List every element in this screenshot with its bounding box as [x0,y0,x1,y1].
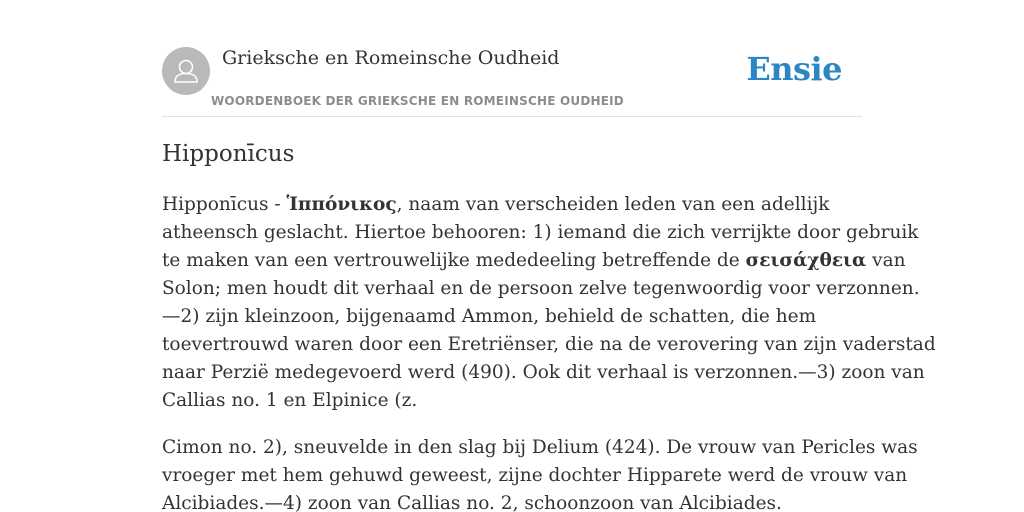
user-icon [162,47,210,95]
site-title[interactable]: Grieksche en Romeinsche Oudheid [222,47,560,69]
page-title: Hipponīcus [162,141,295,167]
brand-logo[interactable]: Ensie [746,50,842,88]
article [162,138,936,512]
greek-term: σεισάχθεια [745,250,867,271]
text-run: Hipponīcus - [162,194,287,215]
text-line: toevertrouwd waren door een Eretriënser, die na de verovering van zijn vaderstad [162,334,936,355]
text-run: van [866,250,906,271]
avatar[interactable] [162,47,210,95]
article-paragraph [162,191,936,415]
text-line: Callias no. 1 en Elpinice (z. [162,390,418,411]
greek-term: Ἱππόνικος [286,194,397,215]
text-line [162,194,829,215]
text-line: Alcibiades.—4) zoon van Callias no. 2, schoonzoon van Alcibiades. [162,493,782,512]
text-line: —2) zijn kleinzoon, bijgenaamd Ammon, behield de schatten, die hem [162,306,817,327]
text-line: naar Perzië medegevoerd werd (490). Ook dit verhaal is verzonnen.—3) zoon van [162,362,925,383]
site-subtitle: WOORDENBOEK DER GRIEKSCHE EN ROMEINSCHE OUDHEID [211,94,624,108]
text-line [162,250,906,271]
text-line: vroeger met hem gehuwd geweest, zijne dochter Hipparete werd de vrouw van [162,465,908,486]
text-line: Solon; men houdt dit verhaal en de persoon zelve tegenwoordig voor verzonnen. [162,278,920,299]
text-line: Cimon no. 2), sneuvelde in den slag bij Delium (424). De vrouw van Pericles was [162,437,918,458]
text-run: te maken van een vertrouwelijke mededeeling betreffende de [162,250,746,271]
text-line: atheensch geslacht. Hiertoe behooren: 1) iemand die zich verrijkte door gebruik [162,222,919,243]
text-run: , naam van verscheiden leden van een adellijk [396,194,830,215]
article-paragraph [162,434,918,512]
site-header [162,46,862,117]
